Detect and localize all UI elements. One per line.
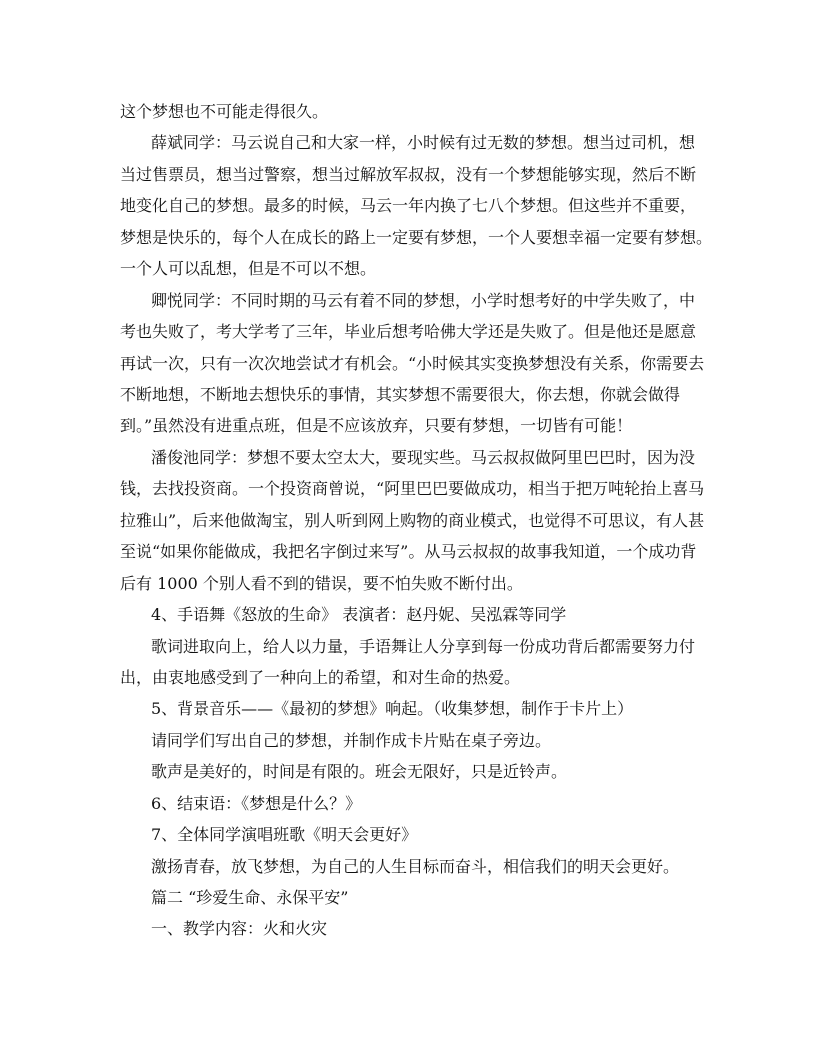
- text-line: 当过售票员，想当过警察，想当过解放军叔叔，没有一个梦想能够实现，然后不断: [120, 165, 697, 184]
- paragraph-start: 歌词进取向上，给人以力量，手语舞让人分享到每一份成功背后都需要努力付: [151, 637, 696, 656]
- text-line: 钱，去找投资商。一个投资商曾说，“阿里巴巴要做成功，相当于把万吨轮抬上喜马: [120, 479, 705, 498]
- paragraph-start: 潘俊池同学：梦想不要太空太大，要现实些。马云叔叔做阿里巴巴时，因为没: [151, 448, 696, 467]
- section-heading: 7、全体同学演唱班歌《明天会更好》: [151, 825, 418, 844]
- paragraph-start: 薛斌同学：马云说自己和大家一样，小时候有过无数的梦想。想当过司机，想: [151, 133, 696, 152]
- text-line: 梦想是快乐的，每个人在成长的路上一定要有梦想，一个人要想幸福一定要有梦想。: [120, 228, 713, 247]
- text-line: 拉雅山”，后来他做淘宝，别人听到网上购物的商业模式，也觉得不可思议，有人甚: [120, 511, 705, 530]
- section-heading: 一、教学内容：火和火灾: [151, 919, 328, 938]
- text-line: 考也失败了，考大学考了三年，毕业后想考哈佛大学还是失败了。但是他还是愿意: [120, 322, 697, 341]
- text-line: 一个人可以乱想，但是不可以不想。: [120, 259, 377, 278]
- text-line: 出，由衷地感受到了一种向上的希望，和对生命的热爱。: [120, 668, 521, 687]
- text-line: 至说“如果你能做成，我把名字倒过来写”。从马云叔叔的故事我知道，一个成功背: [120, 542, 697, 561]
- section-heading: 5、背景音乐——《最初的梦想》响起。（收集梦想，制作于卡片上）: [151, 699, 634, 718]
- section-heading: 6、结束语：《梦想是什么？》: [151, 794, 362, 813]
- text-line: 不断地想，不断地去想快乐的事情，其实梦想不需要很大，你去想，你就会做得: [120, 385, 681, 404]
- text-line: 后有 1000 个别人看不到的错误，要不怕失败不断付出。: [120, 574, 523, 593]
- text-line: 地变化自己的梦想。最多的时候，马云一年内换了七八个梦想。但这些并不重要，: [120, 196, 697, 215]
- section-heading: 4、手语舞《怒放的生命》 表演者：赵丹妮、吴泓霖等同学: [151, 605, 567, 624]
- paragraph-start: 卿悦同学：不同时期的马云有着不同的梦想，小学时想考好的中学失败了，中: [151, 291, 696, 310]
- paragraph-start: 激扬青春，放飞梦想，为自己的人生目标而奋斗，相信我们的明天会更好。: [151, 857, 680, 876]
- paragraph-start: 请同学们写出自己的梦想，并制作成卡片贴在桌子旁边。: [151, 731, 552, 750]
- chapter-heading: 篇二 “珍爱生命、永保平安”: [151, 888, 349, 907]
- text-line: 这个梦想也不可能走得很久。: [120, 102, 329, 121]
- text-line: 再试一次，只有一次次地尝试才有机会。“小时候其实变换梦想没有关系，你需要去: [120, 354, 705, 373]
- paragraph-start: 歌声是美好的，时间是有限的。班会无限好，只是近铃声。: [151, 762, 568, 781]
- text-line: 到。”虽然没有进重点班，但是不应该放弃，只要有梦想，一切皆有可能！: [120, 416, 633, 435]
